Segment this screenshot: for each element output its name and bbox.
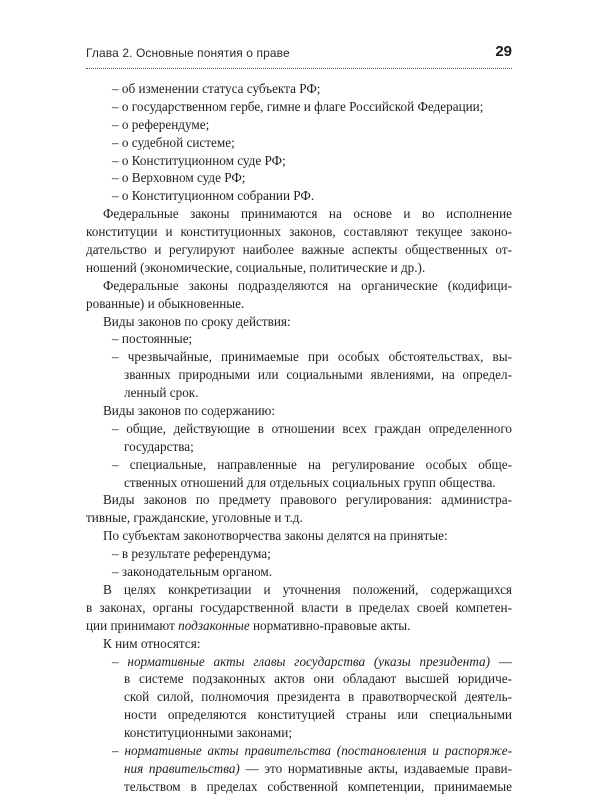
list-item: – постоянные; [112,331,193,347]
list-item-continuation: ленный срок. [124,385,199,401]
page-number: 29 [495,43,512,60]
italic-term: – нормативные акты правительства (постановления и распоряже- [112,742,512,758]
paragraph-line: в законах, органы государственной власти в пределах своей компетен- [86,599,512,615]
running-header [86,44,512,69]
section-heading: К ним относятся: [103,635,201,651]
paragraph-line: рованные) и обыкновенные. [86,295,245,311]
chapter-title: Глава 2. Основные понятия о праве [86,46,290,60]
list-item-continuation: конституционными законами; [124,725,292,741]
paragraph-line: конституции и конституционных законов, составляют текущее законо- [86,224,512,240]
list-item [86,742,512,760]
list-item: – об изменении статуса субъекта РФ; [112,81,321,96]
text-run: — [490,653,512,669]
paragraph-line: ношений (экономические, социальные, политические и др.). [86,259,426,275]
list-item-continuation [86,760,512,778]
italic-term: ния правительства) [124,760,240,776]
italic-term: – нормативные акты главы государства (указы президента) [112,653,490,669]
list-item-continuation: государства; [124,438,194,454]
paragraph-line: В целях конкретизации и уточнения положений, содержащихся [103,581,512,597]
list-item-continuation: ности определяются конституцией страны или специальными [124,707,512,723]
list-item: – о судебной системе; [112,134,235,150]
list-item: – законодательным органом. [112,564,273,580]
list-item-continuation: ской силой, полномочия президента в правотворческой деятель- [124,689,512,705]
list-item: – о Конституционном суде РФ; [112,152,286,168]
text-run: — это нормативные акты, издаваемые прави- [239,760,512,776]
list-item: – о государственном гербе, гимне и флаге Российской Федерации; [112,98,484,114]
list-item: – специальные, направленные на регулирование особых обще- [112,456,512,472]
section-heading: Виды законов по сроку действия: [103,313,291,329]
list-item-continuation: званных природными или социальными явлениями, на определ- [124,367,512,383]
italic-term: подзаконные [178,617,250,633]
section-heading: По субъектам законотворчества законы делятся на принятые: [103,528,448,544]
paragraph-line [86,617,512,635]
page-body [86,80,512,796]
paragraph-line: дательство и регулируют наиболее важные аспекты общественных от- [86,242,512,258]
list-item: – общие, действующие в отношении всех граждан определенного [112,420,512,436]
list-item: – о референдуме; [112,116,210,132]
list-item-continuation: ственных отношений для отдельных социальных групп общества. [124,474,496,490]
paragraph-line: Федеральные законы принимаются на основе и во исполнение [103,206,512,222]
paragraph-line: Виды законов по предмету правового регулирования: администра- [103,492,512,508]
list-item: – о Конституционном собрании РФ. [112,188,315,204]
list-item-continuation: тельством в пределах собственной компетенции, принимаемые [124,778,512,794]
list-item [86,653,512,671]
text-run: нормативно-правовые акты. [249,617,411,633]
section-heading: Виды законов по содержанию: [103,403,276,419]
paragraph-line: тивные, гражданские, уголовные и т.д. [86,510,303,526]
list-item: – чрезвычайные, принимаемые при особых обстоятельствах, вы- [112,349,512,365]
text-run: ции принимают [86,617,179,633]
list-item: – в результате референдума; [112,546,271,562]
paragraph-line: Федеральные законы подразделяются на органические (кодифици- [103,277,512,293]
list-item: – о Верховном суде РФ; [112,170,246,186]
list-item-continuation: в системе подзаконных актов они обладают высшей юридиче- [124,671,512,687]
